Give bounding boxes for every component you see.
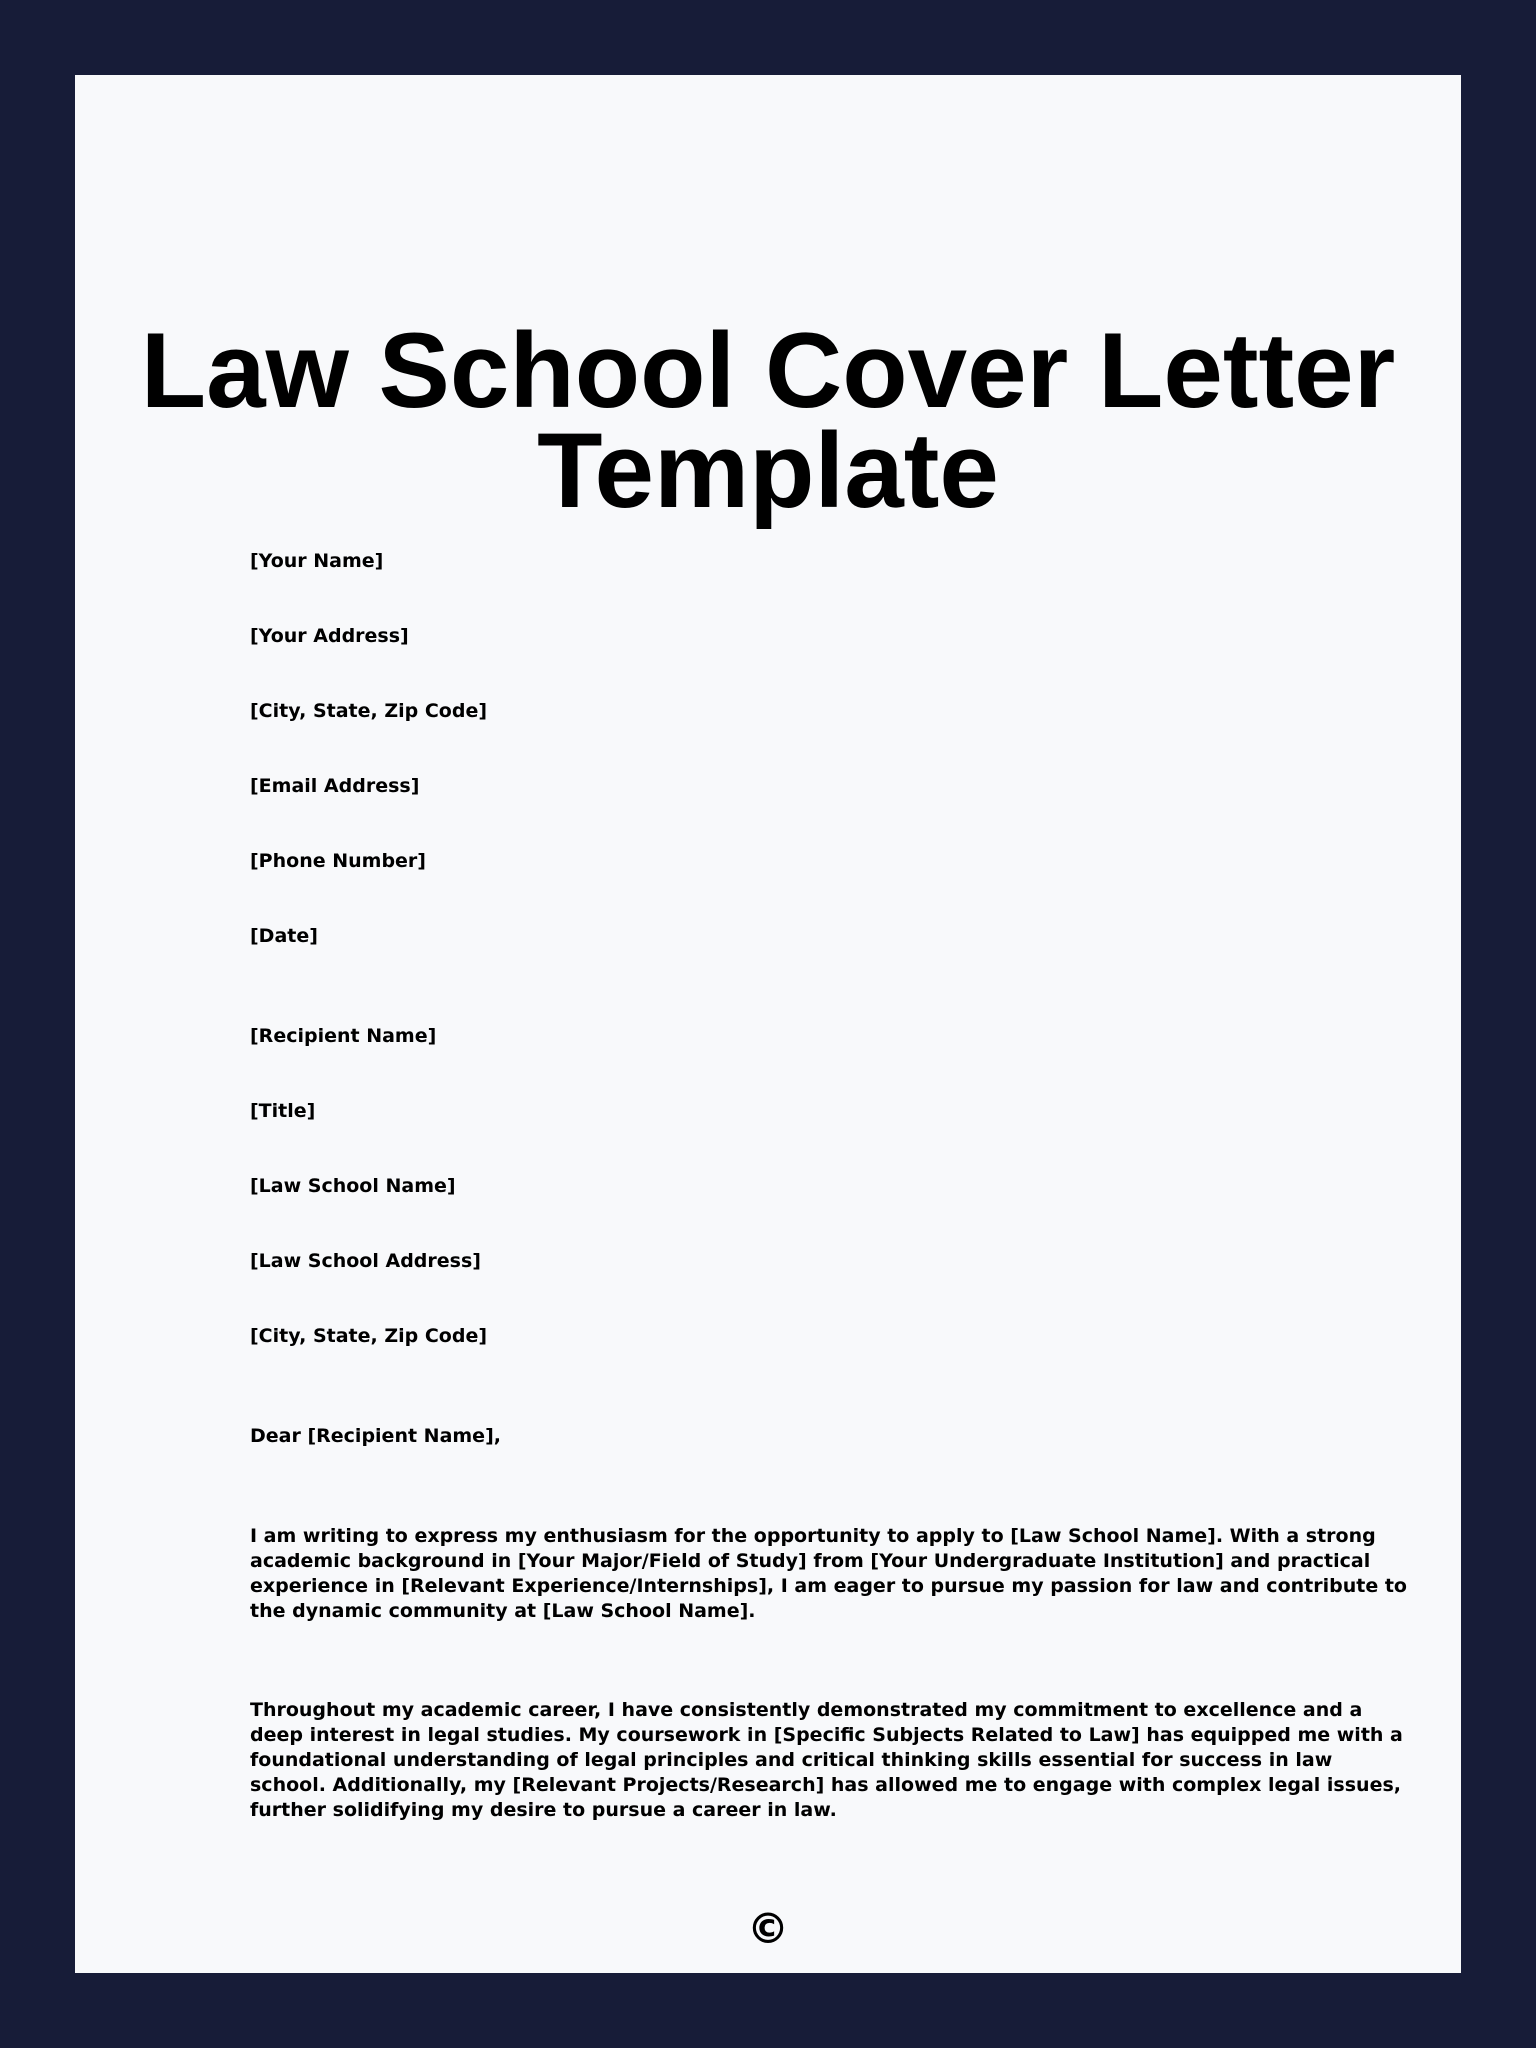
recipient-address: [Law School Address]: [250, 1250, 481, 1272]
document-page: [75, 75, 1461, 1973]
recipient-school: [Law School Name]: [250, 1175, 456, 1197]
recipient-name: [Recipient Name]: [250, 1025, 437, 1047]
sender-address: [Your Address]: [250, 625, 409, 647]
paragraph-1-line: academic background in [Your Major/Field of Study] from [Your Undergraduate Institution] and practical: [250, 1550, 1371, 1572]
paragraph-2-line: deep interest in legal studies. My coursework in [Specific Subjects Related to Law] has equipped me with a: [250, 1724, 1403, 1746]
paragraph-1-line: experience in [Relevant Experience/Internships], I am eager to pursue my passion for law and contribute to: [250, 1575, 1407, 1597]
recipient-city-state-zip: [City, State, Zip Code]: [250, 1325, 488, 1347]
recipient-title: [Title]: [250, 1100, 316, 1122]
sender-email: [Email Address]: [250, 775, 420, 797]
sender-phone: [Phone Number]: [250, 850, 426, 872]
paragraph-2-line: school. Additionally, my [Relevant Projects/Research] has allowed me to engage with complex legal issues,: [250, 1774, 1401, 1796]
page-title: [75, 310, 1461, 530]
sender-city-state-zip: [City, State, Zip Code]: [250, 700, 488, 722]
paragraph-2-line: Throughout my academic career, I have consistently demonstrated my commitment to excellence and a: [250, 1699, 1363, 1721]
paragraph-1: [250, 1524, 1407, 1624]
paragraph-2-line: foundational understanding of legal principles and critical thinking skills essential for success in law: [250, 1749, 1333, 1771]
salutation: Dear [Recipient Name],: [250, 1425, 501, 1447]
title-line-2: Template: [537, 410, 999, 530]
paragraph-1-line: I am writing to express my enthusiasm for the opportunity to apply to [Law School Name]. With a strong: [250, 1525, 1376, 1547]
title-line-1: Law School Cover Letter: [140, 310, 1396, 430]
sender-name: [Your Name]: [250, 550, 384, 572]
letter-date: [Date]: [250, 925, 318, 947]
paragraph-1-line: the dynamic community at [Law School Name].: [250, 1600, 756, 1622]
paragraph-2: [250, 1698, 1403, 1823]
paragraph-2-line: further solidifying my desire to pursue a career in law.: [250, 1799, 837, 1821]
copyright-icon: ©: [747, 1904, 789, 1953]
